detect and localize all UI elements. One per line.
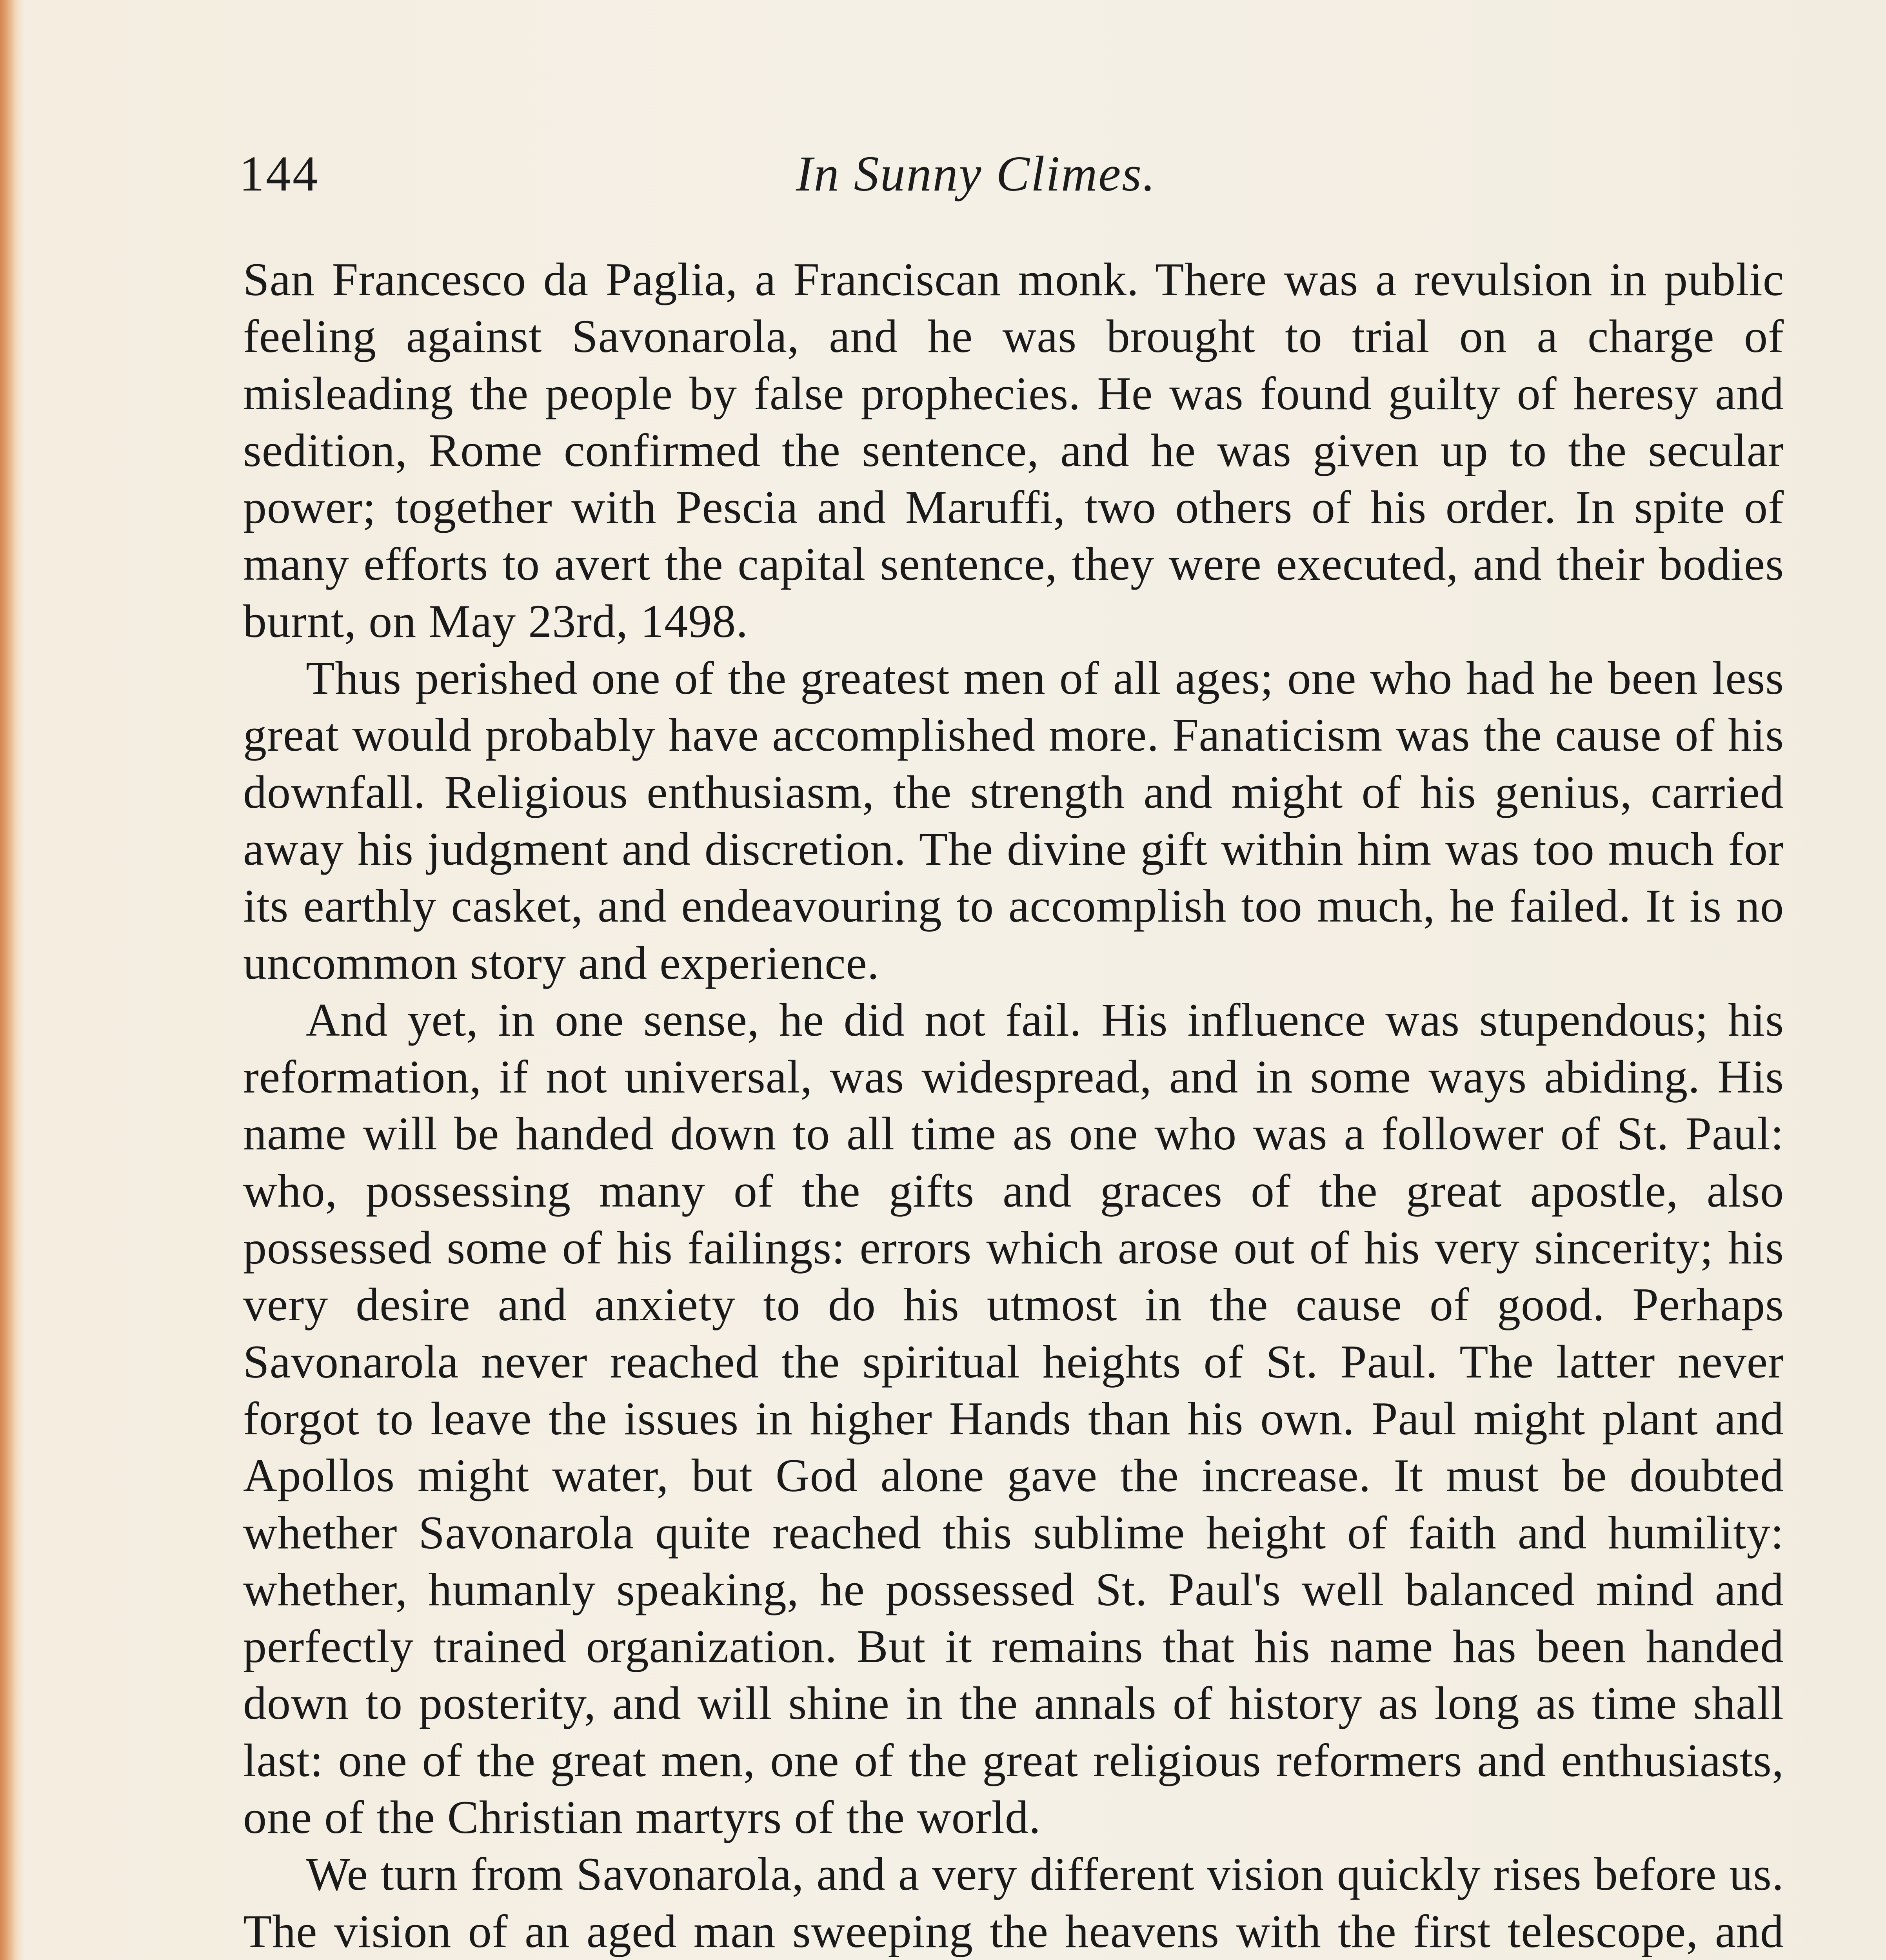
page-number: 144: [239, 146, 319, 201]
paragraph-2: Thus perished one of the greatest men of all ages; one who had he been less great would probably have accomplished more. Fanaticism was the cause of his downfall. Religious enthusiasm, the strength and might of his genius, carried away his judgment and discretion. The divine gift within him was too much for its earthly casket, and endeavouring to accomplish too much, he failed. It is no uncommon story and experience.: [243, 652, 1784, 989]
paragraph-1: San Francesco da Paglia, a Franciscan monk. There was a revulsion in public feeling against Savonarola, and he was brought to trial on a charge of misleading the people by false prophecies. He was found guilty of heresy and sedition, Rome confirmed the sentence, and he was given up to the secular power; together with Pescia and Maruffi, two others of his order. In spite of many efforts to avert the capital sentence, they were executed, and their bodies burnt, on May 23rd, 1498.: [243, 253, 1784, 647]
page-header: [239, 141, 1788, 208]
body-text: [243, 251, 1784, 1960]
running-head: In Sunny Climes.: [796, 146, 1156, 201]
paragraph-4: We turn from Savonarola, and a very different vision quickly rises before us. The vision of an aged man sweeping the heavens with the first telescope, and: [243, 1848, 1784, 1957]
page-edge-shadow: [0, 0, 16, 1960]
paragraph-3: And yet, in one sense, he did not fail. His influence was stupendous; his reformation, if not universal, was widespread, and in some ways abiding. His name will be handed down to all time as one who was a follower of St. Paul: who, possessing many of the gifts and graces of the great apostle, also possessed some of his failings: errors which arose out of his very sincerity; his very desire and anxiety to do his utmost in the cause of good. Perhaps Savonarola never reached the spiritual heights of St. Paul. The latter never forgot to leave the issues in higher Hands than his own. Paul might plant and Apollos might water, but God alone gave the increase. It must be doubted whether Savonarola quite reached this sublime height of faith and humility: whether, humanly speaking, he possessed St. Paul's well balanced mind and perfectly trained organization. But it remains that his name has been handed down to posterity, and will shine in the annals of history as long as time shall last: one of the great men, one of the great religious reformers and enthusiasts, one of the Christian martyrs of the world.: [243, 993, 1784, 1844]
